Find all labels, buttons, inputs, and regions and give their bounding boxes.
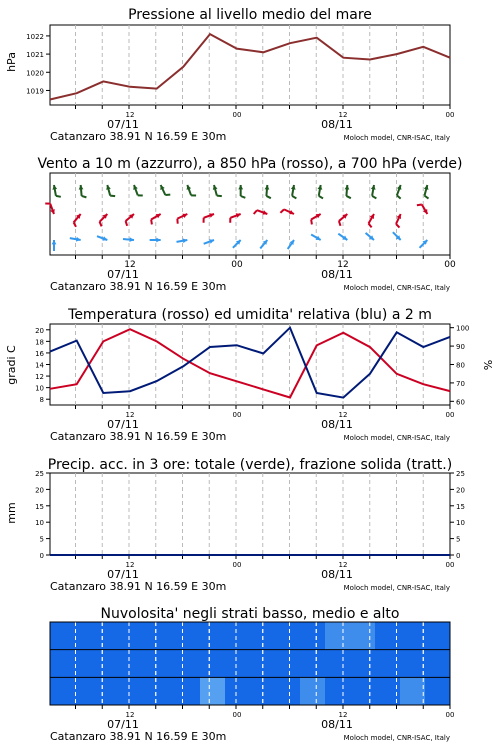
y-right-tick-label: 20 [456, 486, 465, 495]
y-tick-label: 10 [35, 519, 44, 528]
date-label: 07/11 [107, 268, 139, 281]
date-label: 07/11 [107, 718, 139, 731]
y-right-tick-label: 70 [456, 379, 465, 388]
y-tick-label: 14 [35, 361, 44, 370]
date-label: 08/11 [321, 418, 353, 431]
y-tick-label: 1021 [26, 51, 44, 60]
plot-frame [50, 622, 450, 705]
location-label: Catanzaro 38.91 N 16.59 E 30m [50, 130, 227, 143]
time-tick-label: 00 [232, 411, 242, 419]
time-tick-label: 00 [232, 711, 242, 719]
plot-frame [50, 473, 450, 555]
model-label: Moloch model, CNR-ISAC, Italy [343, 584, 450, 592]
y-tick-label: 18 [35, 338, 44, 347]
time-tick-label: 12 [338, 561, 348, 569]
y-tick-label: 0 [39, 552, 44, 560]
y-tick-label: 1020 [26, 69, 44, 78]
wind-chart-title: Vento a 10 m (azzurro), a 850 hPa (rosso), a 700 hPa (verde) [37, 156, 463, 172]
date-label: 08/11 [321, 268, 353, 281]
precip-ylabel: mm [5, 502, 18, 524]
y-tick-label: 12 [35, 373, 44, 382]
time-tick-label: 12 [338, 111, 348, 119]
y-right-tick-label: 60 [456, 398, 465, 407]
date-label: 08/11 [321, 718, 353, 731]
cloud-chart-title: Nuvolosita' negli strati basso, medio e alto [100, 606, 400, 622]
y-tick-label: 20 [35, 326, 44, 335]
wind-barb [151, 220, 152, 225]
temperature-chart-title: Temperatura (rosso) ed umidita' relativa (blu) a 2 m [68, 307, 432, 323]
location-label: Catanzaro 38.91 N 16.59 E 30m [50, 730, 227, 743]
date-label: 07/11 [107, 418, 139, 431]
cloud-cell [400, 677, 425, 705]
wind-barb [82, 196, 87, 197]
time-tick-label: 12 [124, 260, 136, 270]
plot-frame [50, 173, 450, 255]
y-tick-label: 1022 [26, 32, 44, 41]
wind-barb [217, 196, 222, 197]
time-tick-label: 12 [125, 711, 135, 719]
time-tick-label: 00 [445, 111, 455, 119]
time-tick-label: 00 [232, 561, 242, 569]
y-right-tick-label: 0 [456, 552, 461, 560]
y-tick-label: 25 [35, 470, 44, 478]
temperature-ylabel: gradi C [5, 345, 18, 385]
cloud-cell [200, 677, 225, 705]
y-tick-label: 5 [39, 535, 44, 544]
y-tick-label: 10 [35, 384, 44, 393]
date-label: 08/11 [321, 568, 353, 581]
y-right-tick-label: 25 [456, 470, 465, 478]
cloud-cell [300, 677, 325, 705]
model-label: Moloch model, CNR-ISAC, Italy [343, 284, 450, 292]
date-label: 08/11 [321, 118, 353, 131]
time-tick-label: 00 [232, 111, 242, 119]
pressure-chart-title: Pressione al livello medio del mare [128, 7, 372, 23]
time-tick-label: 12 [125, 561, 135, 569]
wind-barb [311, 220, 312, 225]
time-tick-label: 12 [337, 260, 349, 270]
model-label: Moloch model, CNR-ISAC, Italy [343, 434, 450, 442]
y-right-tick-label: 5 [456, 535, 461, 544]
wind-barb [110, 196, 115, 197]
time-tick-label: 12 [338, 711, 348, 719]
y-tick-label: 16 [35, 349, 44, 358]
model-label: Moloch model, CNR-ISAC, Italy [343, 134, 450, 142]
time-tick-label: 00 [445, 411, 455, 419]
plot-frame [50, 25, 450, 105]
y-tick-label: 1019 [26, 87, 44, 96]
location-label: Catanzaro 38.91 N 16.59 E 30m [50, 280, 227, 293]
y-tick-label: 20 [35, 486, 44, 495]
time-tick-label: 12 [125, 411, 135, 419]
date-label: 07/11 [107, 568, 139, 581]
time-tick-label: 12 [338, 411, 348, 419]
cloud-cell [350, 622, 375, 650]
wind-barb [417, 204, 422, 205]
wind-barb [56, 196, 61, 197]
y-tick-label: 8 [39, 396, 44, 405]
time-tick-label: 00 [445, 561, 455, 569]
time-tick-label: 12 [125, 111, 135, 119]
model-label: Moloch model, CNR-ISAC, Italy [343, 734, 450, 742]
time-tick-label: 00 [445, 711, 455, 719]
y-right-tick-label: 15 [456, 502, 465, 511]
cloud-cell [325, 622, 350, 650]
precip-chart-title: Precip. acc. in 3 ore: totale (verde), frazione solida (tratt.) [47, 457, 453, 473]
location-label: Catanzaro 38.91 N 16.59 E 30m [50, 580, 227, 593]
time-tick-label: 00 [231, 260, 243, 270]
y-right-tick-label: 100 [456, 324, 470, 333]
y-right-tick-label: 10 [456, 519, 465, 528]
date-label: 07/11 [107, 118, 139, 131]
y-right-tick-label: 90 [456, 343, 465, 352]
location-label: Catanzaro 38.91 N 16.59 E 30m [50, 430, 227, 443]
humidity-ylabel: % [482, 359, 495, 371]
y-tick-label: 15 [35, 502, 44, 511]
pressure-ylabel: hPa [5, 52, 18, 72]
y-right-tick-label: 80 [456, 361, 465, 370]
chart-layer [26, 25, 469, 743]
time-tick-label: 00 [444, 260, 456, 270]
